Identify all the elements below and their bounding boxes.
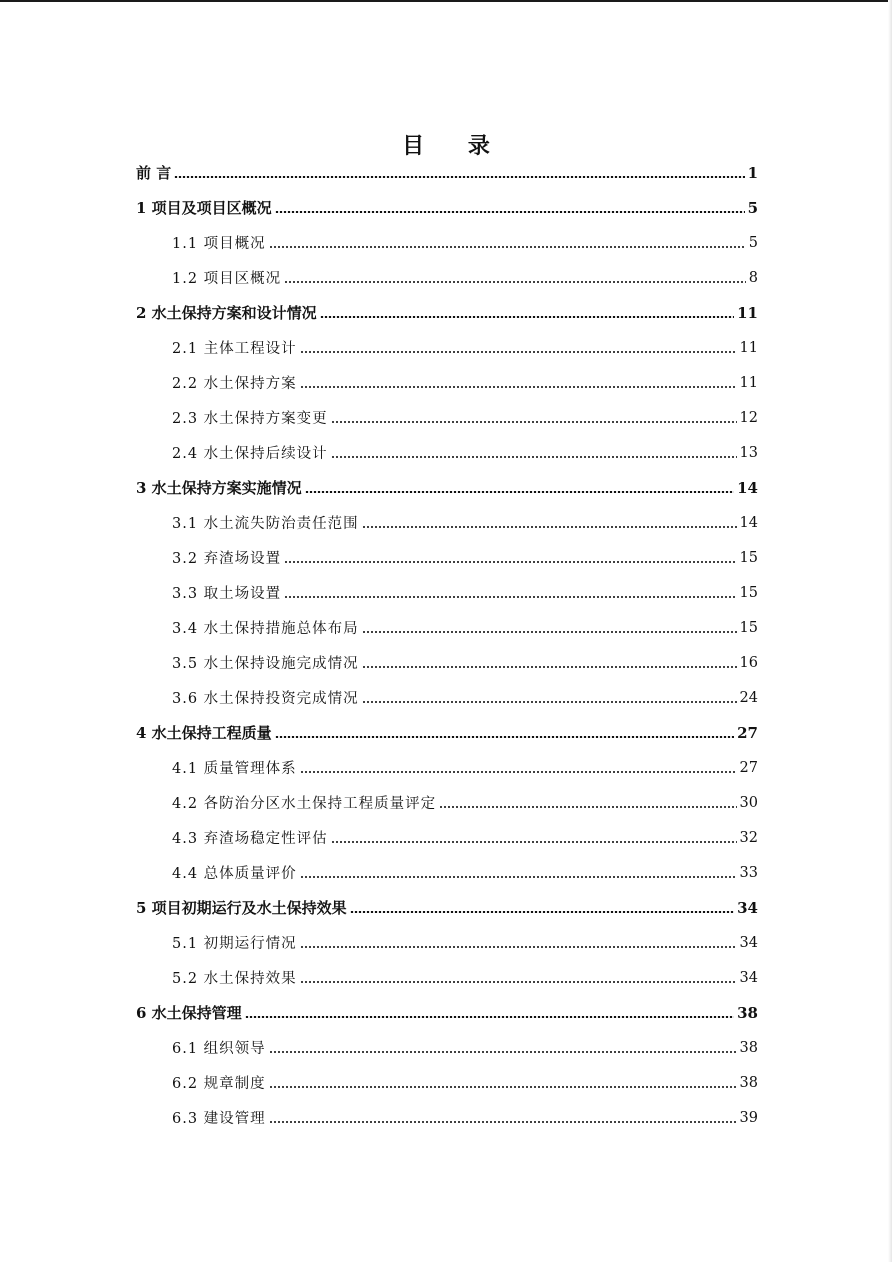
toc-page-number: 34 xyxy=(739,934,758,951)
toc-entry-title: 6.1 组织领导 xyxy=(172,1041,266,1057)
toc-dot-leader xyxy=(269,1051,737,1053)
toc-section-entry[interactable] xyxy=(172,855,758,890)
toc-page-number: 1 xyxy=(747,163,758,182)
toc-dot-leader xyxy=(362,631,737,633)
toc-dot-leader xyxy=(300,386,737,388)
toc-section-entry[interactable] xyxy=(172,1065,758,1100)
toc-entry-title: 4.3 弃渣场稳定性评估 xyxy=(172,831,328,847)
toc-section-entry[interactable] xyxy=(172,330,758,365)
toc-chapter-entry[interactable] xyxy=(136,470,758,505)
toc-page-number: 11 xyxy=(739,339,758,356)
toc-section-entry[interactable] xyxy=(172,680,758,715)
toc-section-entry[interactable] xyxy=(172,225,758,260)
toc-chapter-entry[interactable] xyxy=(136,190,758,225)
toc-dot-leader xyxy=(331,421,737,423)
toc-section-entry[interactable] xyxy=(172,505,758,540)
toc-section-entry[interactable] xyxy=(172,925,758,960)
toc-entry-title: 3 水土保持方案实施情况 xyxy=(136,479,302,497)
toc-dot-leader xyxy=(300,351,737,353)
toc-entry-title: 2.3 水土保持方案变更 xyxy=(172,411,328,427)
toc-dot-leader xyxy=(284,561,736,563)
toc-entry-title: 前 言 xyxy=(136,164,172,182)
toc-entry-title: 4.4 总体质量评价 xyxy=(172,866,297,882)
toc-chapter-entry[interactable] xyxy=(136,295,758,330)
toc-dot-leader xyxy=(320,316,734,318)
toc-dot-leader xyxy=(350,911,734,913)
toc-entry-title: 2.4 水土保持后续设计 xyxy=(172,446,328,462)
toc-page-number: 15 xyxy=(739,549,758,566)
toc-entry-title: 3.4 水土保持措施总体布局 xyxy=(172,621,359,637)
toc-section-entry[interactable] xyxy=(172,610,758,645)
toc-entry-title: 4.1 质量管理体系 xyxy=(172,761,297,777)
toc-dot-leader xyxy=(269,1086,737,1088)
toc-page-number: 13 xyxy=(739,444,758,461)
toc-entry-title: 1 项目及项目区概况 xyxy=(136,199,272,217)
toc-entry-title: 3.2 弃渣场设置 xyxy=(172,551,282,567)
toc-page-number: 14 xyxy=(739,514,758,531)
toc-section-entry[interactable] xyxy=(172,260,758,295)
toc-chapter-entry[interactable] xyxy=(136,995,758,1030)
toc-dot-leader xyxy=(362,526,737,528)
toc-entry-title: 2.2 水土保持方案 xyxy=(172,376,297,392)
toc-dot-leader xyxy=(300,946,737,948)
toc-chapter-entry[interactable] xyxy=(136,715,758,750)
toc-page-number: 5 xyxy=(748,234,758,251)
toc-section-entry[interactable] xyxy=(172,365,758,400)
toc-entry-title: 5 项目初期运行及水土保持效果 xyxy=(136,899,347,917)
toc-page-number: 33 xyxy=(739,864,758,881)
toc-dot-leader xyxy=(331,841,737,843)
toc-chapter-entry[interactable] xyxy=(136,155,758,190)
toc-page-number: 15 xyxy=(739,584,758,601)
toc-page-number: 32 xyxy=(739,829,758,846)
toc-entry-title: 6.2 规章制度 xyxy=(172,1076,266,1092)
toc-dot-leader xyxy=(362,701,737,703)
toc-dot-leader xyxy=(174,176,744,178)
toc-page-number: 11 xyxy=(737,303,758,322)
toc-entry-title: 1.2 项目区概况 xyxy=(172,271,282,287)
toc-section-entry[interactable] xyxy=(172,435,758,470)
toc-dot-leader xyxy=(300,981,737,983)
toc-page-number: 38 xyxy=(737,1003,758,1022)
toc-page-number: 11 xyxy=(739,374,758,391)
page-right-edge-shadow xyxy=(888,0,892,1262)
toc-entry-title: 3.3 取土场设置 xyxy=(172,586,282,602)
toc-page-number: 24 xyxy=(739,689,758,706)
toc-page-number: 5 xyxy=(747,198,758,217)
toc-dot-leader xyxy=(305,491,734,493)
toc-page-number: 16 xyxy=(739,654,758,671)
toc-dot-leader xyxy=(275,736,734,738)
toc-section-entry[interactable] xyxy=(172,785,758,820)
toc-title: 目 录 xyxy=(402,133,508,159)
toc-dot-leader xyxy=(269,246,746,248)
toc-dot-leader xyxy=(300,771,737,773)
toc-entry-title: 6 水土保持管理 xyxy=(136,1004,242,1022)
toc-page-number: 27 xyxy=(737,723,758,742)
toc-dot-leader xyxy=(284,281,746,283)
toc-entry-title: 3.1 水土流失防治责任范围 xyxy=(172,516,359,532)
toc-page-number: 34 xyxy=(739,969,758,986)
toc-entry-title: 2.1 主体工程设计 xyxy=(172,341,297,357)
toc-page-number: 12 xyxy=(739,409,758,426)
toc-section-entry[interactable] xyxy=(172,645,758,680)
toc-section-entry[interactable] xyxy=(172,540,758,575)
toc-section-entry[interactable] xyxy=(172,575,758,610)
toc-section-entry[interactable] xyxy=(172,1030,758,1065)
toc-entry-title: 5.2 水土保持效果 xyxy=(172,971,297,987)
toc-dot-leader xyxy=(275,211,745,213)
toc-entry-title: 3.5 水土保持设施完成情况 xyxy=(172,656,359,672)
toc-section-entry[interactable] xyxy=(172,1100,758,1135)
toc-entry-title: 6.3 建设管理 xyxy=(172,1111,266,1127)
toc-section-entry[interactable] xyxy=(172,960,758,995)
toc-dot-leader xyxy=(269,1121,737,1123)
toc-section-entry[interactable] xyxy=(172,820,758,855)
toc-entry-title: 4 水土保持工程质量 xyxy=(136,724,272,742)
toc-section-entry[interactable] xyxy=(172,750,758,785)
toc-page-number: 14 xyxy=(737,478,758,497)
toc-page-number: 27 xyxy=(739,759,758,776)
toc-page-number: 8 xyxy=(748,269,758,286)
toc-entry-title: 1.1 项目概况 xyxy=(172,236,266,252)
toc-dot-leader xyxy=(362,666,737,668)
toc-dot-leader xyxy=(245,1016,734,1018)
toc-page-number: 38 xyxy=(739,1039,758,1056)
toc-dot-leader xyxy=(284,596,736,598)
toc-entry-title: 2 水土保持方案和设计情况 xyxy=(136,304,317,322)
toc-dot-leader xyxy=(300,876,737,878)
toc-page-number: 30 xyxy=(739,794,758,811)
page-top-border xyxy=(0,0,892,2)
toc-dot-leader xyxy=(439,806,736,808)
toc-entry-title: 4.2 各防治分区水土保持工程质量评定 xyxy=(172,796,437,812)
toc-page-number: 38 xyxy=(739,1074,758,1091)
toc-chapter-entry[interactable] xyxy=(136,890,758,925)
toc-page-number: 39 xyxy=(739,1109,758,1126)
toc-section-entry[interactable] xyxy=(172,400,758,435)
toc-entry-title: 5.1 初期运行情况 xyxy=(172,936,297,952)
toc-dot-leader xyxy=(331,456,737,458)
toc-entry-title: 3.6 水土保持投资完成情况 xyxy=(172,691,359,707)
toc-page-number: 15 xyxy=(739,619,758,636)
toc-page-number: 34 xyxy=(737,898,758,917)
